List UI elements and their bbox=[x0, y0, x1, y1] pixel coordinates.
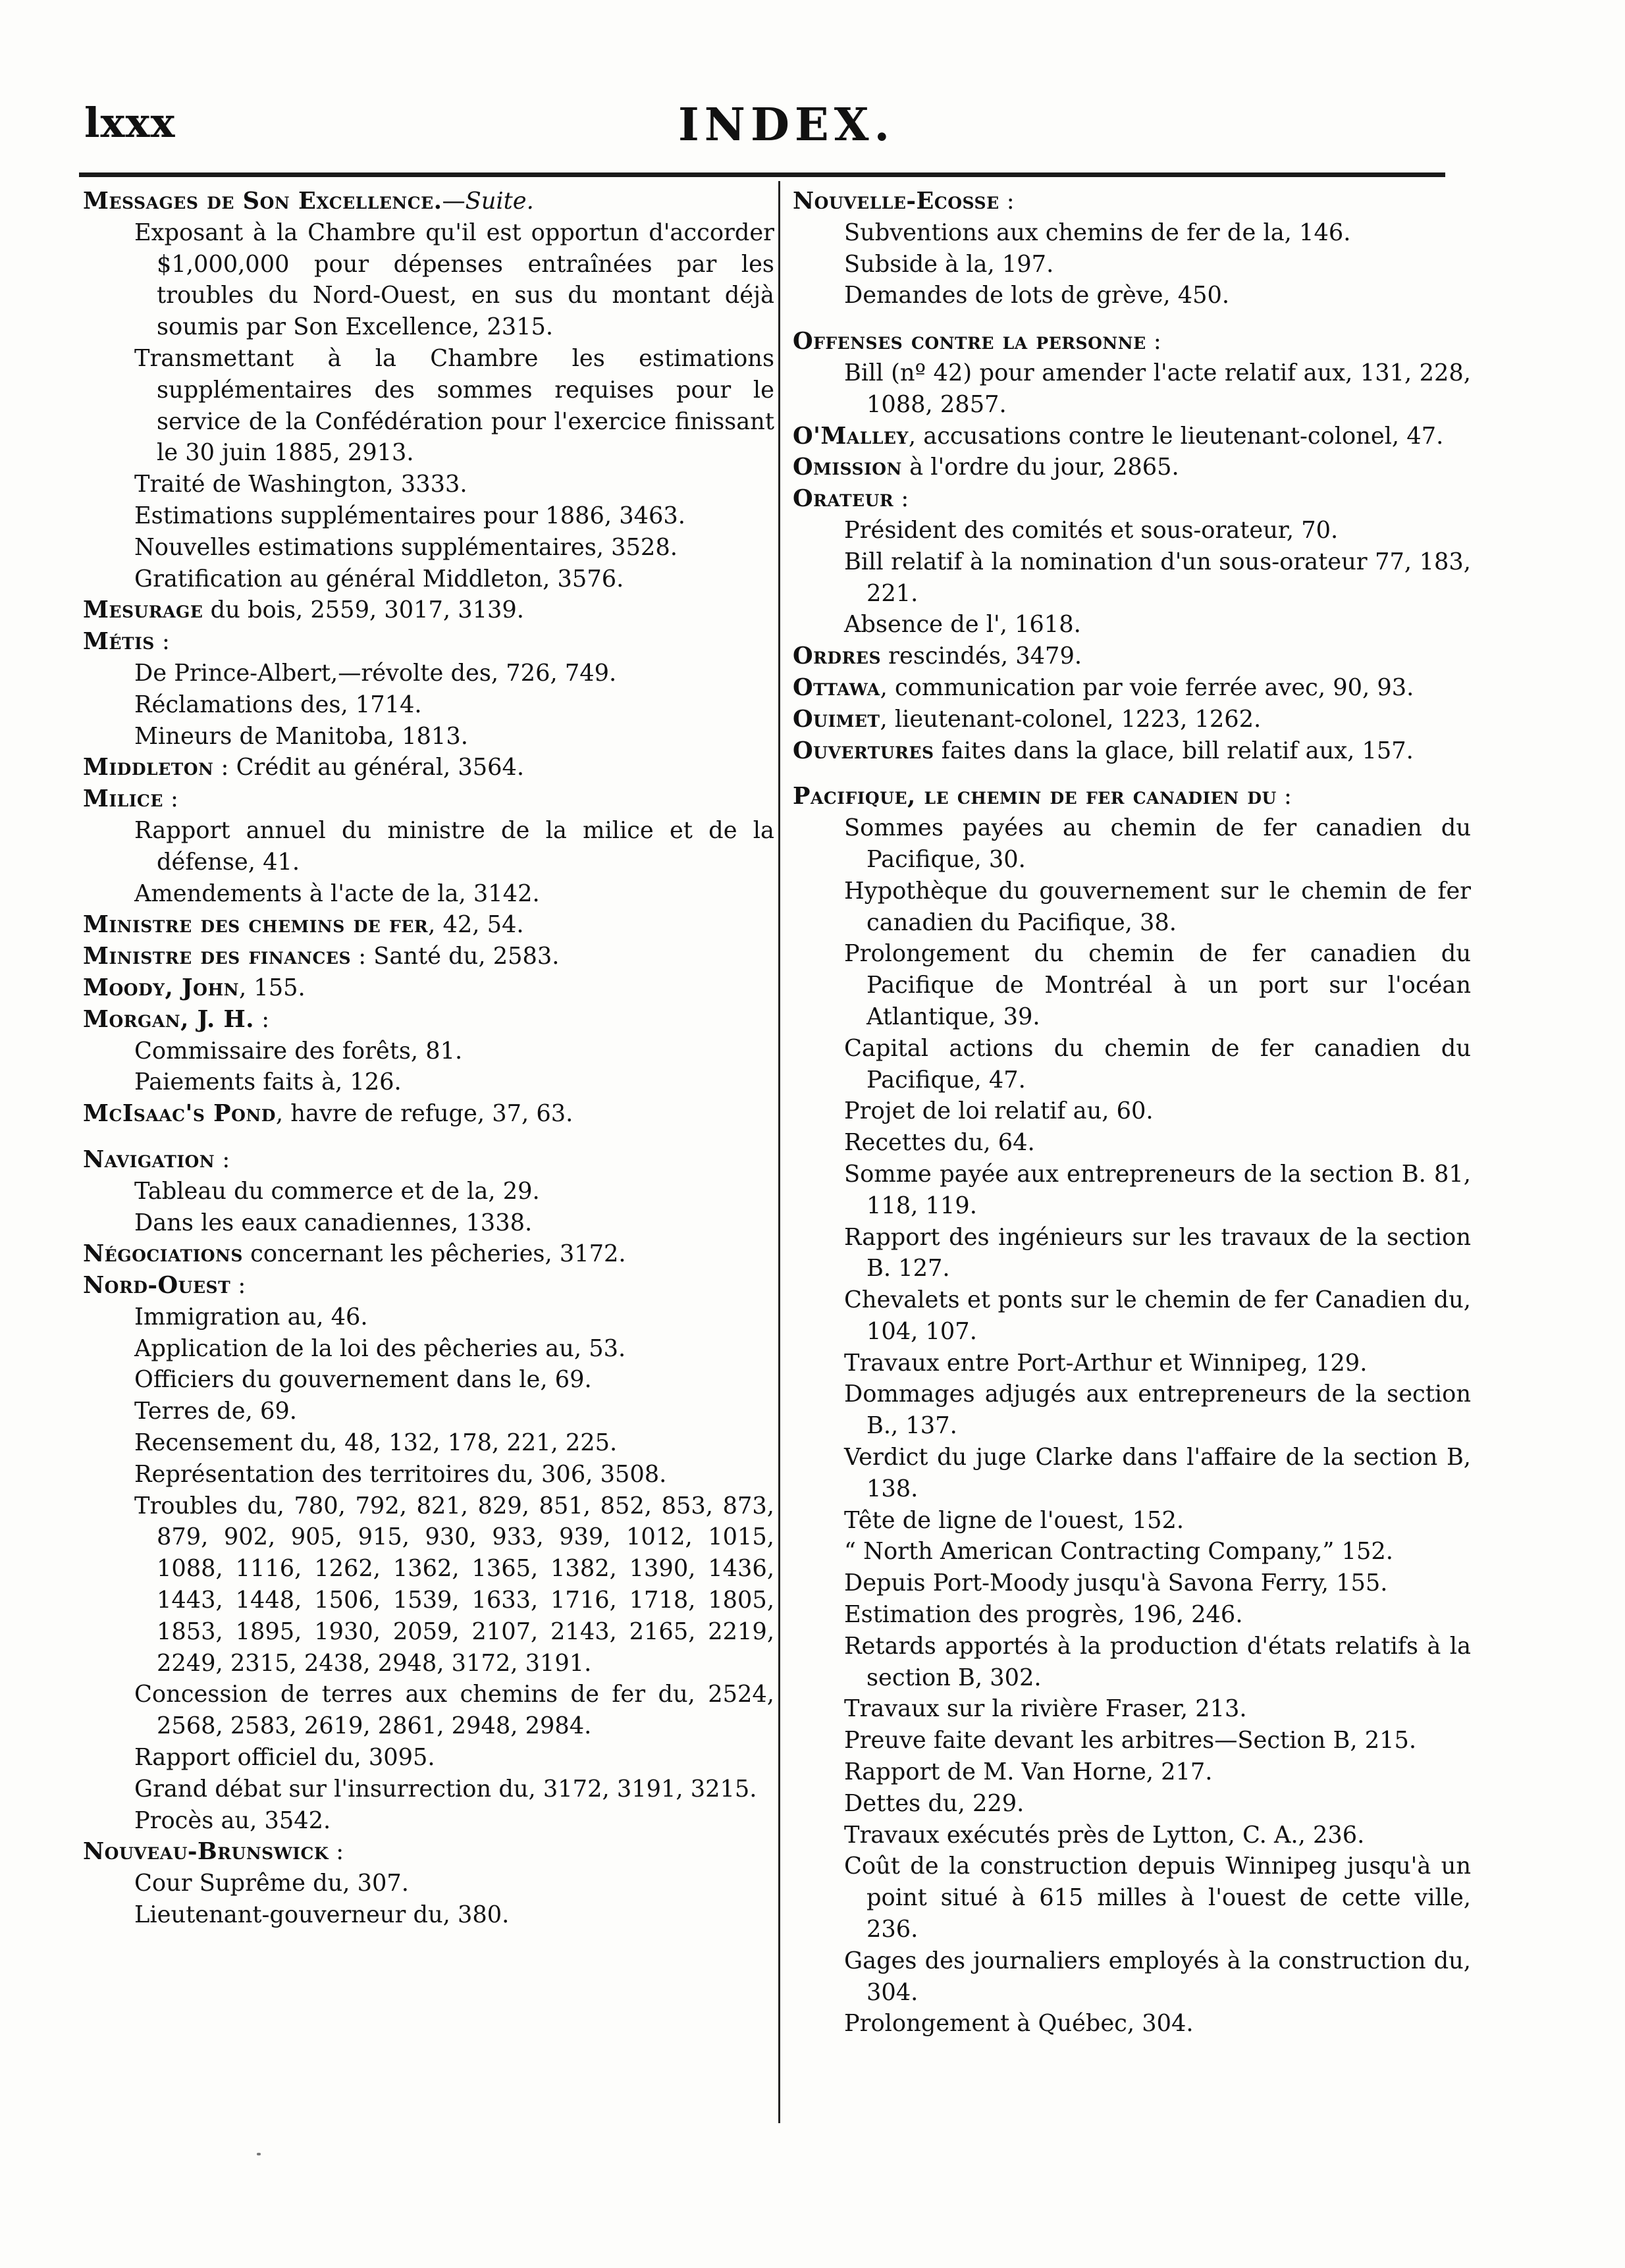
index-headword: Middleton bbox=[83, 754, 214, 781]
index-subentry: Dans les eaux canadiennes, 1338. bbox=[134, 1209, 533, 1236]
index-heading bbox=[793, 781, 1471, 812]
index-subentry: Traité de Washington, 3333. bbox=[134, 471, 467, 498]
index-subentry: Bill (nº 42) pour amender l'acte relatif aux, 131, 228, 1088, 2857. bbox=[844, 359, 1471, 418]
index-heading bbox=[83, 783, 774, 815]
index-headword: Offenses contre la personne bbox=[793, 328, 1146, 356]
index-heading bbox=[83, 1004, 774, 1036]
index-heading-text: : Santé du, 2583. bbox=[351, 943, 560, 970]
index-heading bbox=[83, 626, 774, 658]
index-heading bbox=[793, 704, 1471, 735]
index-subentry: Cour Suprême du, 307. bbox=[134, 1870, 409, 1897]
index-subentry: Somme payée aux entrepreneurs de la section B. 81, 118, 119. bbox=[844, 1160, 1471, 1219]
index-heading-text: : Crédit au général, 3564. bbox=[213, 754, 525, 781]
page-title: INDEX. bbox=[678, 99, 895, 151]
index-headword: Nouveau-Brunswick bbox=[83, 1838, 329, 1866]
index-heading-text: : bbox=[254, 1005, 270, 1033]
index-headword: Nouvelle-Ecosse bbox=[793, 188, 999, 215]
index-subentry: Grand débat sur l'insurrection du, 3172, 3191, 3215. bbox=[134, 1775, 757, 1803]
index-subentry: Rapport annuel du ministre de la milice et de la défense, 41. bbox=[134, 816, 774, 876]
index-subentry: Coût de la construction depuis Winnipeg jusqu'à un point situé à 615 milles à l'ouest de cette ville, 236. bbox=[844, 1853, 1471, 1943]
index-subentry: Représentation des territoires du, 306, 3508. bbox=[134, 1460, 667, 1488]
index-subentry: Commissaire des forêts, 81. bbox=[134, 1037, 463, 1065]
index-heading bbox=[83, 1098, 774, 1130]
index-column-left bbox=[83, 186, 774, 1931]
index-headword: Ministre des chemins de fer bbox=[83, 911, 429, 939]
index-subentry: Application de la loi des pêcheries au, 53. bbox=[134, 1334, 626, 1362]
index-heading bbox=[83, 752, 774, 783]
index-subentry: Bill relatif à la nomination d'un sous-orateur 77, 183, 221. bbox=[844, 548, 1471, 607]
index-subentry: Tableau du commerce et de la, 29. bbox=[134, 1177, 540, 1205]
index-headword: Ouvertures bbox=[793, 737, 934, 764]
index-subentry: Travaux exécutés près de Lytton, C. A., 236. bbox=[844, 1821, 1365, 1849]
index-headword: Négociations bbox=[83, 1240, 243, 1268]
index-headword: Nord-Ouest bbox=[83, 1272, 231, 1300]
index-heading-text: , havre de refuge, 37, 63. bbox=[275, 1100, 573, 1128]
index-heading-text: : bbox=[1276, 783, 1292, 810]
index-subentry: Dettes du, 229. bbox=[844, 1789, 1025, 1817]
index-heading-text: , communication par voie ferrée avec, 90, 93. bbox=[880, 673, 1414, 701]
page-number: lxxx bbox=[84, 99, 176, 147]
index-headword: Métis bbox=[83, 628, 155, 656]
index-subentry: Mineurs de Manitoba, 1813. bbox=[134, 722, 468, 750]
index-heading bbox=[83, 186, 774, 217]
index-subentry: Estimation des progrès, 196, 246. bbox=[844, 1601, 1243, 1629]
index-subentry: “ North American Contracting Company,” 152. bbox=[844, 1538, 1393, 1566]
index-headword: Milice bbox=[83, 785, 163, 813]
header-rule bbox=[79, 172, 1445, 177]
index-subentry: Absence de l', 1618. bbox=[844, 611, 1081, 639]
index-heading bbox=[793, 483, 1471, 515]
index-subentry: Retards apportés à la production d'états relatifs à la section B, 302. bbox=[844, 1632, 1471, 1691]
index-heading-text: à l'ordre du jour, 2865. bbox=[901, 454, 1179, 481]
index-heading-text: , lieutenant-colonel, 1223, 1262. bbox=[880, 705, 1262, 733]
index-subentry: Gages des journaliers employés à la construction du, 304. bbox=[844, 1947, 1471, 2006]
index-heading-text: : bbox=[215, 1146, 230, 1173]
index-subentry: Preuve faite devant les arbitres—Section B, 215. bbox=[844, 1727, 1417, 1754]
index-headword: O'Malley bbox=[793, 422, 909, 450]
index-subentry: Rapport de M. Van Horne, 217. bbox=[844, 1758, 1213, 1786]
index-heading bbox=[793, 421, 1471, 452]
index-headword: McIsaac's Pond bbox=[83, 1100, 276, 1128]
index-headword: Messages de Son Excellence. bbox=[83, 188, 442, 215]
index-heading-text: : bbox=[1146, 328, 1161, 356]
index-heading bbox=[83, 941, 774, 972]
index-subentry: Transmettant à la Chambre les estimations supplémentaires des sommes requises pour le service de la Confédération pour l'exercice finissant le 30 juin 1885, 2913. bbox=[134, 344, 774, 467]
index-subentry: Tête de ligne de l'ouest, 152. bbox=[844, 1506, 1185, 1534]
index-heading-text: rescindés, 3479. bbox=[881, 643, 1082, 670]
index-heading bbox=[83, 909, 774, 941]
index-subentry: Estimations supplémentaires pour 1886, 3463. bbox=[134, 502, 685, 529]
index-subentry: Capital actions du chemin de fer canadien du Pacifique, 47. bbox=[844, 1034, 1471, 1094]
index-headword: Orateur bbox=[793, 485, 894, 513]
index-heading bbox=[793, 735, 1471, 767]
index-heading-text: : bbox=[329, 1838, 344, 1866]
index-headword: Ottawa bbox=[793, 673, 880, 701]
index-subentry: Travaux entre Port-Arthur et Winnipeg, 129. bbox=[844, 1349, 1368, 1377]
index-heading-text: : bbox=[230, 1272, 246, 1300]
index-heading-text: , 155. bbox=[238, 974, 306, 1001]
index-heading-text: : bbox=[163, 785, 178, 813]
index-subentry: Rapport des ingénieurs sur les travaux de la section B. 127. bbox=[844, 1223, 1471, 1282]
index-subentry: Lieutenant-gouverneur du, 380. bbox=[134, 1901, 510, 1929]
index-headword: Ouimet bbox=[793, 705, 880, 733]
index-subentry: Paiements faits à, 126. bbox=[134, 1068, 402, 1096]
index-subentry: Prolongement du chemin de fer canadien du Pacifique de Montréal à un port sur l'océan Atlantique, 39. bbox=[844, 940, 1471, 1030]
index-subentry: Projet de loi relatif au, 60. bbox=[844, 1097, 1154, 1125]
index-heading-text: : bbox=[893, 485, 909, 513]
index-subentry: Troubles du, 780, 792, 821, 829, 851, 852, 853, 873, 879, 902, 905, 915, 930, 933, 939, 1012, 1015, 1088, 1116, 1262, 1362, 1365, 1382, 1390, 1436, 1443, 1448, 1506, 1539, 1633, 1716, 1718, 1805, 1853, 1895, 1930, 2059, 2107, 2143, 2165, 2219, 2249, 2315, 2438, 2948, 3172, 3191. bbox=[134, 1492, 774, 1677]
index-heading bbox=[793, 326, 1471, 357]
index-heading-text: concernant les pêcheries, 3172. bbox=[242, 1240, 626, 1268]
index-subentry: Rapport officiel du, 3095. bbox=[134, 1744, 435, 1772]
index-heading-text: : bbox=[154, 628, 170, 656]
index-subentry: Immigration au, 46. bbox=[134, 1303, 368, 1331]
index-heading bbox=[83, 594, 774, 626]
index-heading-text: — bbox=[442, 188, 466, 215]
index-subentry: De Prince-Albert,—révolte des, 726, 749. bbox=[134, 659, 617, 687]
index-heading-text: faites dans la glace, bill relatif aux, 157. bbox=[934, 737, 1414, 764]
index-subentry: Procès au, 3542. bbox=[134, 1806, 331, 1834]
index-subentry: Subside à la, 197. bbox=[844, 250, 1054, 278]
index-subentry: Demandes de lots de grève, 450. bbox=[844, 282, 1230, 309]
index-heading bbox=[793, 672, 1471, 704]
index-subentry: Recensement du, 48, 132, 178, 221, 225. bbox=[134, 1429, 618, 1457]
index-subentry: Depuis Port-Moody jusqu'à Savona Ferry, 155. bbox=[844, 1569, 1388, 1597]
index-subentry: Sommes payées au chemin de fer canadien du Pacifique, 30. bbox=[844, 814, 1471, 873]
index-subentry: Chevalets et ponts sur le chemin de fer Canadien du, 104, 107. bbox=[844, 1286, 1471, 1345]
index-subentry: Dommages adjugés aux entrepreneurs de la section B., 137. bbox=[844, 1381, 1471, 1440]
index-subentry: Hypothèque du gouvernement sur le chemin de fer canadien du Pacifique, 38. bbox=[844, 877, 1471, 936]
index-headword: Morgan, J. H. bbox=[83, 1005, 255, 1033]
index-heading bbox=[83, 1144, 774, 1176]
index-subentry: Officiers du gouvernement dans le, 69. bbox=[134, 1366, 592, 1394]
index-subentry: Prolongement à Québec, 304. bbox=[844, 2010, 1194, 2038]
index-heading bbox=[83, 972, 774, 1004]
index-subentry: Recettes du, 64. bbox=[844, 1129, 1035, 1157]
index-heading bbox=[83, 1836, 774, 1868]
index-heading-text: , accusations contre le lieutenant-colonel, 47. bbox=[908, 422, 1444, 450]
index-headword: Moody, John bbox=[83, 974, 239, 1001]
index-subentry: Président des comités et sous-orateur, 70. bbox=[844, 516, 1339, 544]
index-subentry: Gratification au général Middleton, 3576. bbox=[134, 565, 624, 593]
index-heading-text: , 42, 54. bbox=[428, 911, 524, 939]
index-subentry: Nouvelles estimations supplémentaires, 3528. bbox=[134, 533, 678, 561]
index-subentry: Concession de terres aux chemins de fer du, 2524, 2568, 2583, 2619, 2861, 2948, 2984. bbox=[134, 1681, 774, 1740]
index-headword: Mesurage bbox=[83, 596, 203, 624]
index-headword: Omission bbox=[793, 454, 902, 481]
index-headword: Navigation bbox=[83, 1146, 215, 1173]
index-subentry: Réclamations des, 1714. bbox=[134, 691, 422, 718]
index-subentry: Subventions aux chemins de fer de la, 146. bbox=[844, 219, 1351, 246]
index-subentry: Travaux sur la rivière Fraser, 213. bbox=[844, 1695, 1247, 1723]
index-headword: Ordres bbox=[793, 643, 881, 670]
index-heading bbox=[83, 1238, 774, 1270]
index-heading bbox=[793, 186, 1471, 217]
index-column-right bbox=[793, 186, 1471, 2040]
index-heading-suffix: Suite. bbox=[465, 188, 534, 215]
index-headword: Ministre des finances bbox=[83, 943, 352, 970]
index-headword: Pacifique, le chemin de fer canadien du bbox=[793, 783, 1277, 810]
ink-speck bbox=[257, 2153, 261, 2155]
index-heading bbox=[793, 452, 1471, 483]
index-heading bbox=[83, 1270, 774, 1302]
index-subentry: Terres de, 69. bbox=[134, 1398, 297, 1425]
index-subentry: Exposant à la Chambre qu'il est opportun d'accorder $1,000,000 pour dépenses entraînées par les troubles du Nord-Ouest, en sus du montant déjà soumis par Son Excellence, 2315. bbox=[134, 219, 774, 341]
index-subentry: Amendements à l'acte de la, 3142. bbox=[134, 880, 540, 907]
column-divider bbox=[778, 181, 780, 2123]
index-heading-text: : bbox=[999, 188, 1015, 215]
index-heading-text: du bois, 2559, 3017, 3139. bbox=[203, 596, 524, 624]
index-subentry: Verdict du juge Clarke dans l'affaire de la section B, 138. bbox=[844, 1444, 1471, 1502]
index-heading bbox=[793, 641, 1471, 672]
